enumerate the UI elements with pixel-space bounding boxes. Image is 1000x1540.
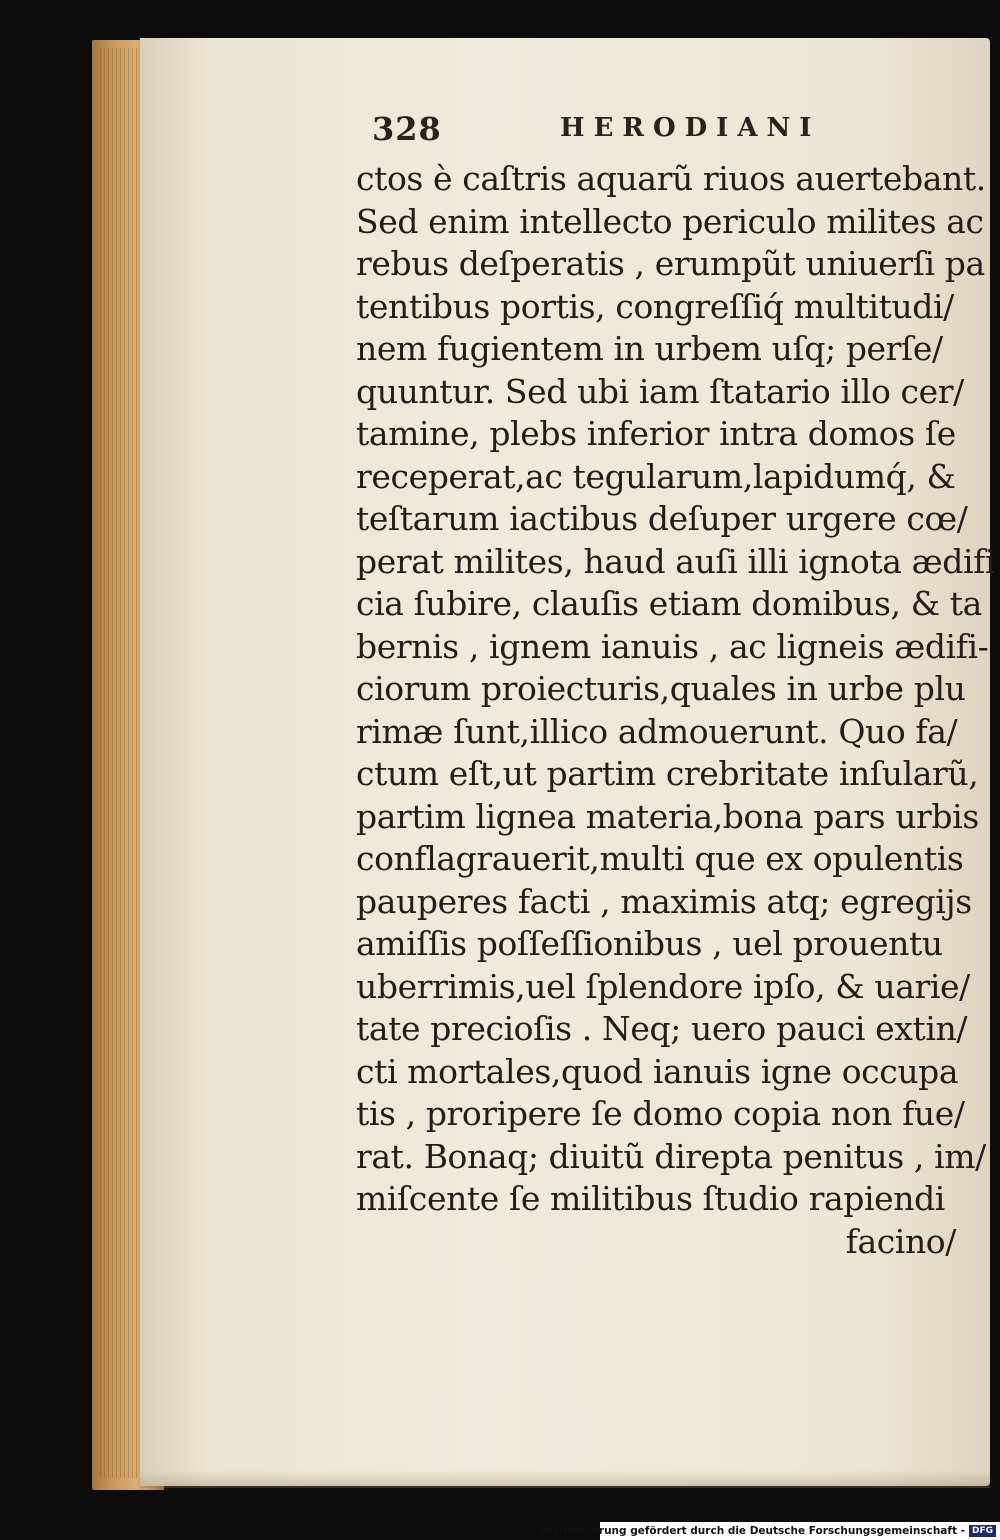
text-line: tentibus portis, congreſſiq́ multitudi/ [356, 286, 954, 326]
text-line: uberrimis,uel ſplendore ipſo, & uarie/ [356, 966, 970, 1006]
text-line: cti mortales,quod ianuis igne occupa [356, 1051, 959, 1091]
text-line: amiſſis poſſeſſionibus , uel prouentu [356, 924, 943, 963]
text-line: nem fugientem in urbem uſq; perſe/ [356, 329, 943, 368]
catchword: facino/ [845, 1221, 956, 1261]
page-number: 328 [372, 110, 442, 148]
text-line: conflagrauerit,multi que ex opulentis [356, 839, 964, 878]
text-line: teſtarum iactibus deſuper urgere cœ/ [356, 499, 968, 538]
text-line: ctum eſt,ut partim crebritate inſularũ, [356, 754, 979, 793]
text-line: Sed enim intellecto periculo milites ac [356, 201, 984, 241]
dfg-logo-icon: DFG [969, 1525, 996, 1537]
text-line: rebus deſperatis , erumpũt uniuerſi pa [356, 244, 985, 283]
footer-credit: Digitalisierung gefördert durch die Deutsche Forschungsgemeinschaft - [539, 1525, 965, 1537]
text-line: rat. Bonaq; diuitũ direpta penitus , im/ [356, 1136, 986, 1176]
text-line: pauperes facti , maximis atq; egregijs [356, 881, 972, 921]
digitization-footer [539, 1522, 1000, 1540]
text-line: receperat,ac tegularum,lapidumq́, & [356, 456, 956, 496]
text-line: tamine, plebs inferior intra domos ſe [356, 414, 956, 453]
text-body [356, 158, 996, 1263]
text-line: ciorum proiecturis,quales in urbe plu [356, 669, 966, 708]
text-line: tate precioſis . Neq; uero pauci extin/ [356, 1009, 968, 1048]
text-line: rimæ ſunt,illico admouerunt. Quo fa/ [356, 711, 958, 751]
text-line: cia ſubire, clauſis etiam domibus, & ta [356, 584, 982, 623]
page-header [372, 110, 852, 160]
text-line: ctos è caſtris aquarũ riuos auertebant. [356, 159, 986, 198]
text-line: quuntur. Sed ubi iam ſtatario illo cer/ [356, 371, 964, 411]
text-line: partim lignea materia,bona pars urbis [356, 796, 979, 836]
text-line: miſcente ſe militibus ſtudio rapiendi [356, 1179, 945, 1218]
text-line: perat milites, haud auſi illi ignota ædifi [356, 541, 996, 581]
page-bottom-shadow [140, 1470, 990, 1488]
running-head: HERODIANI [560, 113, 821, 143]
text-line: bernis , ignem ianuis , ac ligneis ædifi- [356, 626, 989, 666]
text-line: tis , proripere ſe domo copia non fue/ [356, 1094, 965, 1133]
